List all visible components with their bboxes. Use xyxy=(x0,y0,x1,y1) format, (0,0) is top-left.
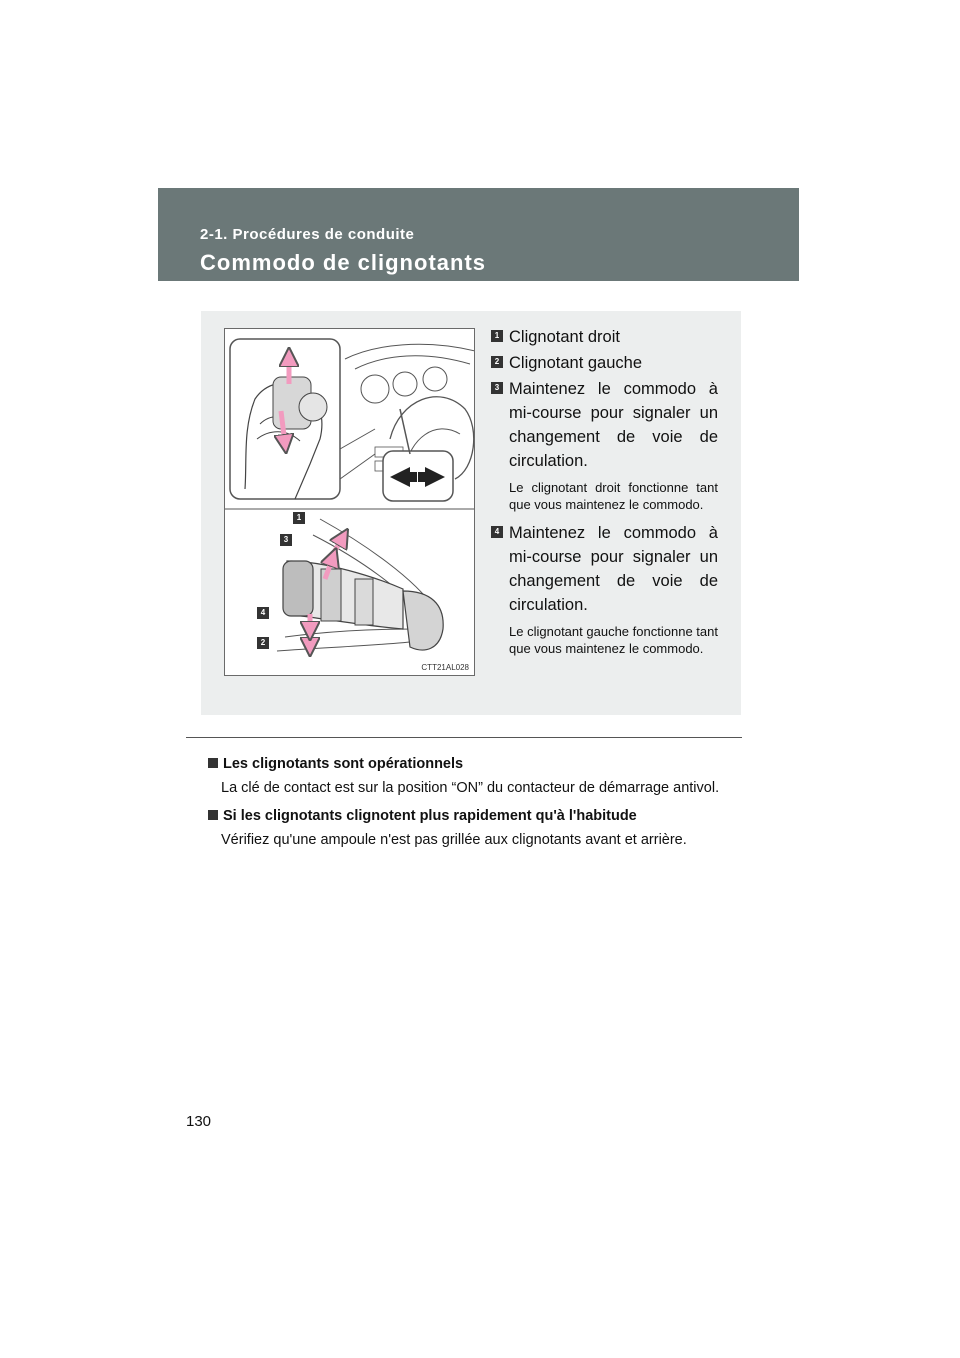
square-bullet-icon xyxy=(208,758,218,768)
callout-2: 2 xyxy=(257,637,269,649)
note-heading-text: Les clignotants sont opérationnels xyxy=(223,756,464,772)
legend-item-2 xyxy=(491,351,718,375)
legend-note: Le clignotant gauche fonctionne tant que vous maintenez le commodo. xyxy=(509,624,718,656)
page-title: Commodo de clignotants xyxy=(200,250,486,275)
legend-text: Maintenez le commodo à mi-course pour signaler un changement de voie de circulation. xyxy=(509,524,718,614)
legend-number: 4 xyxy=(491,526,503,538)
legend-text: Clignotant droit xyxy=(509,328,620,346)
lever-drawing xyxy=(225,329,475,676)
legend-text: Clignotant gauche xyxy=(509,354,643,372)
section-header xyxy=(158,188,799,281)
legend-note: Le clignotant droit fonctionne tant que vous maintenez le commodo. xyxy=(509,480,718,512)
square-bullet-icon xyxy=(208,810,218,820)
note-heading-text: Si les clignotants clignotent plus rapidement qu'à l'habitude xyxy=(223,808,637,824)
figure-code: CTT21AL028 xyxy=(421,663,469,672)
legend-number: 3 xyxy=(491,382,503,394)
note-body: Vérifiez qu'une ampoule n'est pas grillée aux clignotants avant et arrière. xyxy=(221,832,687,848)
illustration-panel xyxy=(201,311,741,715)
page-number: 130 xyxy=(186,1113,212,1130)
figure-legend xyxy=(491,325,718,665)
turn-signal-illustration xyxy=(224,328,475,676)
legend-item-3 xyxy=(491,377,718,513)
section-label: 2-1. Procédures de conduite xyxy=(200,226,415,243)
legend-number: 2 xyxy=(491,356,503,368)
section-divider xyxy=(186,737,742,738)
legend-text: Maintenez le commodo à mi-course pour signaler un changement de voie de circulation. xyxy=(509,380,718,470)
callout-3: 3 xyxy=(280,534,292,546)
note-body: La clé de contact est sur la position “ON” du contacteur de démarrage antivol. xyxy=(221,780,720,796)
legend-number: 1 xyxy=(491,330,503,342)
notes-section xyxy=(208,754,735,858)
legend-item-4 xyxy=(491,521,718,657)
note-heading xyxy=(208,754,735,774)
note-heading xyxy=(208,806,735,826)
callout-4: 4 xyxy=(257,607,269,619)
callout-1: 1 xyxy=(293,512,305,524)
legend-item-1 xyxy=(491,325,718,349)
